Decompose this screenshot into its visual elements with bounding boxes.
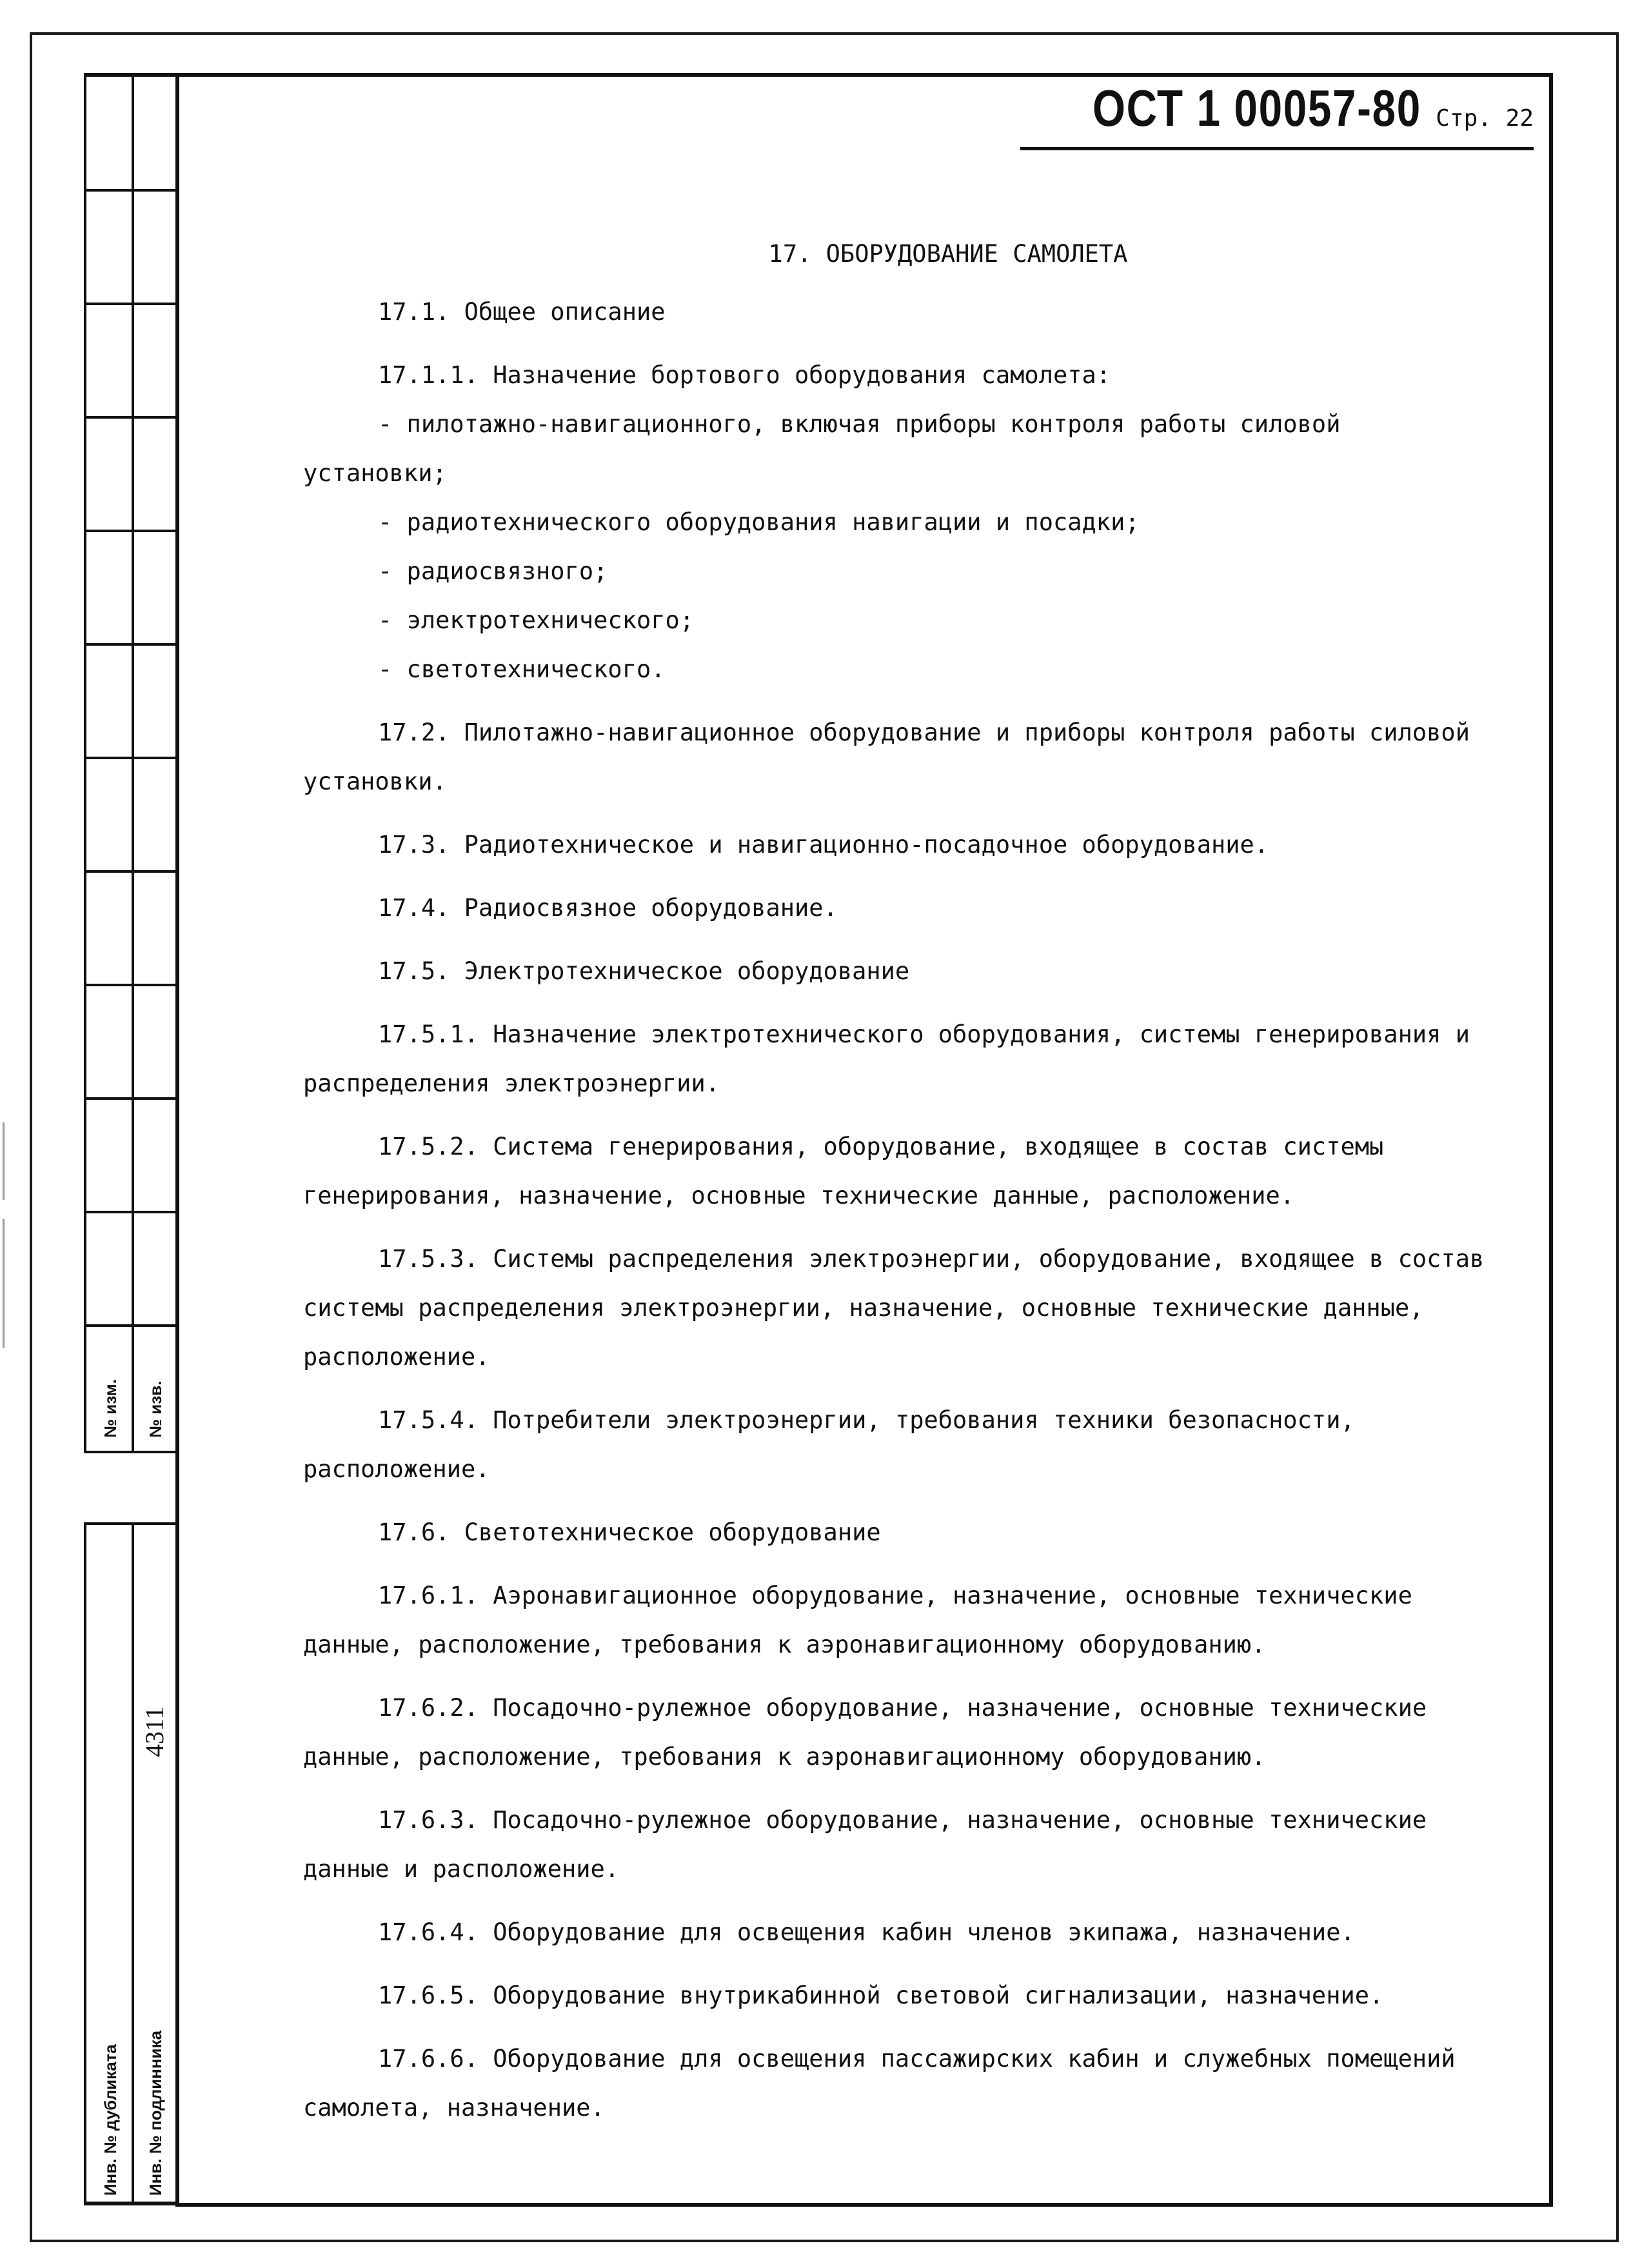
inv-number: 4311 [140,1706,169,1757]
paragraph: 17.5.4. Потребители электроэнергии, требования техники безопасности, расположение. [303,1406,1355,1483]
paragraph: 17.5.3. Системы распределения электроэнергии, оборудование, входящее в состав системы распределения электроэнергии, назначение, основные технические данные, расположение. [303,1245,1485,1371]
strip-cell-line [86,1097,178,1100]
strip-cell-line [86,870,178,873]
paragraph: 17.6.1. Аэронавигационное оборудование, назначение, основные технические данные, расположение, требования к аэронавигационному оборудованию. [303,1582,1412,1658]
document-header [1020,79,1534,150]
paragraph: 17.3. Радиотехническое и навигационно-посадочное оборудование. [378,831,1269,859]
inventory-stamp-strip [84,1522,178,2205]
strip-cell-line [86,189,178,192]
page-number: Стр. 22 [1436,105,1534,132]
revision-stamp-strip [84,73,178,1453]
list-item: - радиотехнического оборудования навигации и посадки; [378,508,1140,536]
strip-cell-line [86,1324,178,1327]
inv-original-label: Инв. № подлинника [146,2030,165,2196]
paragraph: 17.6.2. Посадочно-рулежное оборудование, назначение, основные технические данные, расположение, требования к аэронавигационному оборудованию. [303,1694,1427,1771]
document-code: ОСТ 1 00057-80 [1092,79,1422,137]
section-title: 17. ОБОРУДОВАНИЕ САМОЛЕТА [768,240,1128,268]
rev-no-label: № изм. [101,1379,120,1438]
subsection-heading: 17.1. Общее описание [378,298,666,326]
strip-cell-line [86,416,178,419]
paragraph: 17.6.6. Оборудование для освещения пассажирских кабин и служебных помещений самолета, назначение. [303,2045,1456,2122]
paragraph: 17.6.4. Оборудование для освещения кабин членов экипажа, назначение. [378,1918,1355,1946]
paragraph: 17.4. Радиосвязное оборудование. [378,894,838,922]
strip-cell-line [86,303,178,305]
list-item: - светотехнического. [378,655,666,683]
subsection-heading: 17.6. Светотехническое оборудование [378,1518,881,1546]
paragraph: 17.2. Пилотажно-навигационное оборудование и приборы контроля работы силовой установки. [303,719,1470,795]
list-item: - электротехнического; [378,606,695,634]
margin-tick [3,1122,5,1200]
strip-cell-line [86,984,178,986]
strip-divider [132,77,134,1451]
strip-cell-line [86,530,178,532]
strip-divider [132,1525,134,2202]
inv-duplicate-label: Инв. № дубликата [101,2044,120,2196]
document-body [303,230,1490,2147]
notice-no-label: № изв. [146,1380,165,1438]
strip-cell-line [86,643,178,646]
subsection-heading: 17.5. Электротехническое оборудование [378,957,910,985]
strip-cell-line [86,1211,178,1213]
list-item: - пилотажно-навигационного, включая приборы контроля работы силовой установки; [303,410,1341,487]
paragraph: 17.6.3. Посадочно-рулежное оборудование, назначение, основные технические данные и расположение. [303,1806,1427,1883]
strip-cell-line [86,757,178,759]
paragraph: 17.6.5. Оборудование внутрикабинной световой сигнализации, назначение. [378,1982,1384,2009]
paragraph: 17.1.1. Назначение бортового оборудования самолета: [378,361,1111,389]
paragraph: 17.5.2. Система генерирования, оборудование, входящее в состав системы генерирования, назначение, основные технические данные, расположение. [303,1133,1384,1209]
list-item: - радиосвязного; [378,557,608,585]
paragraph: 17.5.1. Назначение электротехнического оборудования, системы генерирования и распределения электроэнергии. [303,1020,1470,1097]
margin-tick [3,1219,5,1348]
